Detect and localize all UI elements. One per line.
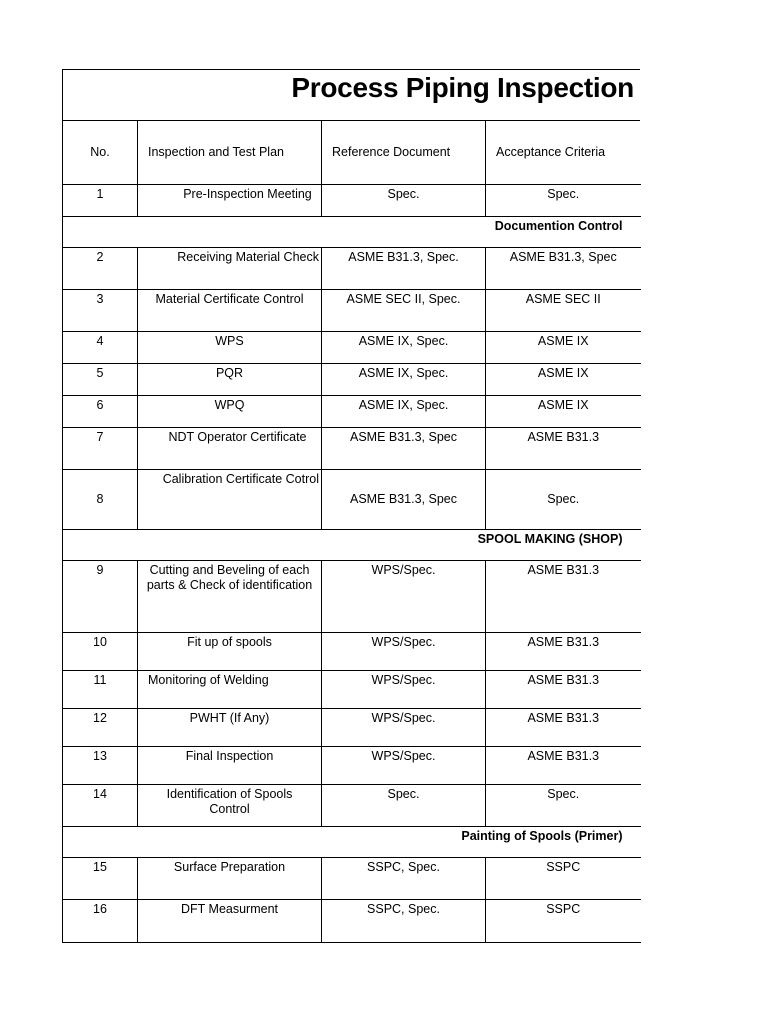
row-plan: Calibration Certificate Cotrol — [138, 469, 322, 529]
row-reference: WPS/Spec. — [322, 746, 486, 784]
row-acceptance: ASME B31.3 — [486, 560, 641, 632]
row-plan: WPS — [138, 331, 322, 363]
table-row — [63, 746, 641, 784]
table-row — [63, 184, 641, 216]
row-reference: SSPC, Spec. — [322, 899, 486, 942]
section-row — [63, 529, 641, 560]
row-acceptance: ASME IX — [486, 363, 641, 395]
row-reference: ASME IX, Spec. — [322, 331, 486, 363]
row-no: 6 — [63, 395, 138, 427]
row-acceptance: ASME B31.3 — [486, 632, 641, 670]
row-plan: Monitoring of Welding — [138, 670, 322, 708]
row-no: 14 — [63, 784, 138, 826]
table-row — [63, 247, 641, 289]
row-reference: ASME IX, Spec. — [322, 395, 486, 427]
row-no: 12 — [63, 708, 138, 746]
row-acceptance: SSPC — [486, 899, 641, 942]
table-row — [63, 784, 641, 826]
row-reference: ASME B31.3, Spec. — [322, 247, 486, 289]
header-plan: Inspection and Test Plan — [138, 121, 322, 184]
row-reference: ASME SEC II, Spec. — [322, 289, 486, 331]
table-row — [63, 469, 641, 529]
section-row — [63, 826, 641, 857]
row-no: 4 — [63, 331, 138, 363]
row-acceptance: Spec. — [486, 184, 641, 216]
header-reference: Reference Document — [322, 121, 486, 184]
row-no: 9 — [63, 560, 138, 632]
row-no: 1 — [63, 184, 138, 216]
row-acceptance: Spec. — [486, 784, 641, 826]
row-reference: Spec. — [322, 784, 486, 826]
row-reference: SSPC, Spec. — [322, 857, 486, 899]
row-acceptance: ASME B31.3 — [486, 427, 641, 469]
row-reference: WPS/Spec. — [322, 632, 486, 670]
section-label: Painting of Spools (Primer) — [63, 826, 641, 857]
row-no: 13 — [63, 746, 138, 784]
row-plan: Final Inspection — [138, 746, 322, 784]
row-no: 3 — [63, 289, 138, 331]
table-row — [63, 395, 641, 427]
row-no: 8 — [63, 469, 138, 529]
row-plan: Fit up of spools — [138, 632, 322, 670]
table-row — [63, 560, 641, 632]
header-no: No. — [63, 121, 138, 184]
row-no: 11 — [63, 670, 138, 708]
header-acceptance: Acceptance Criteria — [486, 121, 641, 184]
row-acceptance: ASME IX — [486, 395, 641, 427]
table-row — [63, 708, 641, 746]
table-row — [63, 363, 641, 395]
table-row — [63, 632, 641, 670]
inspection-sheet — [62, 69, 640, 943]
row-plan: DFT Measurment — [138, 899, 322, 942]
row-reference: WPS/Spec. — [322, 560, 486, 632]
row-reference: Spec. — [322, 184, 486, 216]
table-row — [63, 670, 641, 708]
table-row — [63, 427, 641, 469]
row-plan: Identification of Spools Control — [138, 784, 322, 826]
row-acceptance: ASME B31.3, Spec — [486, 247, 641, 289]
row-no: 10 — [63, 632, 138, 670]
row-plan: Surface Preparation — [138, 857, 322, 899]
row-no: 2 — [63, 247, 138, 289]
row-acceptance: ASME B31.3 — [486, 708, 641, 746]
row-plan: PQR — [138, 363, 322, 395]
row-acceptance: ASME B31.3 — [486, 670, 641, 708]
section-row — [63, 216, 641, 247]
page-title: Process Piping Inspection — [291, 72, 634, 103]
row-reference: ASME B31.3, Spec — [322, 469, 486, 529]
row-acceptance: ASME B31.3 — [486, 746, 641, 784]
row-no: 15 — [63, 857, 138, 899]
table-row — [63, 289, 641, 331]
row-plan: Material Certificate Control — [138, 289, 322, 331]
row-plan: PWHT (If Any) — [138, 708, 322, 746]
section-label: Documention Control — [63, 216, 641, 247]
row-acceptance: SSPC — [486, 857, 641, 899]
inspection-table — [62, 121, 641, 943]
row-plan: WPQ — [138, 395, 322, 427]
row-reference: WPS/Spec. — [322, 670, 486, 708]
row-reference: WPS/Spec. — [322, 708, 486, 746]
row-no: 16 — [63, 899, 138, 942]
table-row — [63, 331, 641, 363]
title-row — [62, 69, 640, 121]
row-plan: NDT Operator Certificate — [138, 427, 322, 469]
row-reference: ASME B31.3, Spec — [322, 427, 486, 469]
table-row — [63, 899, 641, 942]
section-label: SPOOL MAKING (SHOP) — [63, 529, 641, 560]
row-no: 5 — [63, 363, 138, 395]
row-no: 7 — [63, 427, 138, 469]
row-plan: Pre-Inspection Meeting — [138, 184, 322, 216]
table-header-row — [63, 121, 641, 184]
row-acceptance: Spec. — [486, 469, 641, 529]
row-acceptance: ASME SEC II — [486, 289, 641, 331]
table-row — [63, 857, 641, 899]
row-acceptance: ASME IX — [486, 331, 641, 363]
row-reference: ASME IX, Spec. — [322, 363, 486, 395]
row-plan: Receiving Material Check — [138, 247, 322, 289]
row-plan: Cutting and Beveling of each parts & Check of identification — [138, 560, 322, 632]
